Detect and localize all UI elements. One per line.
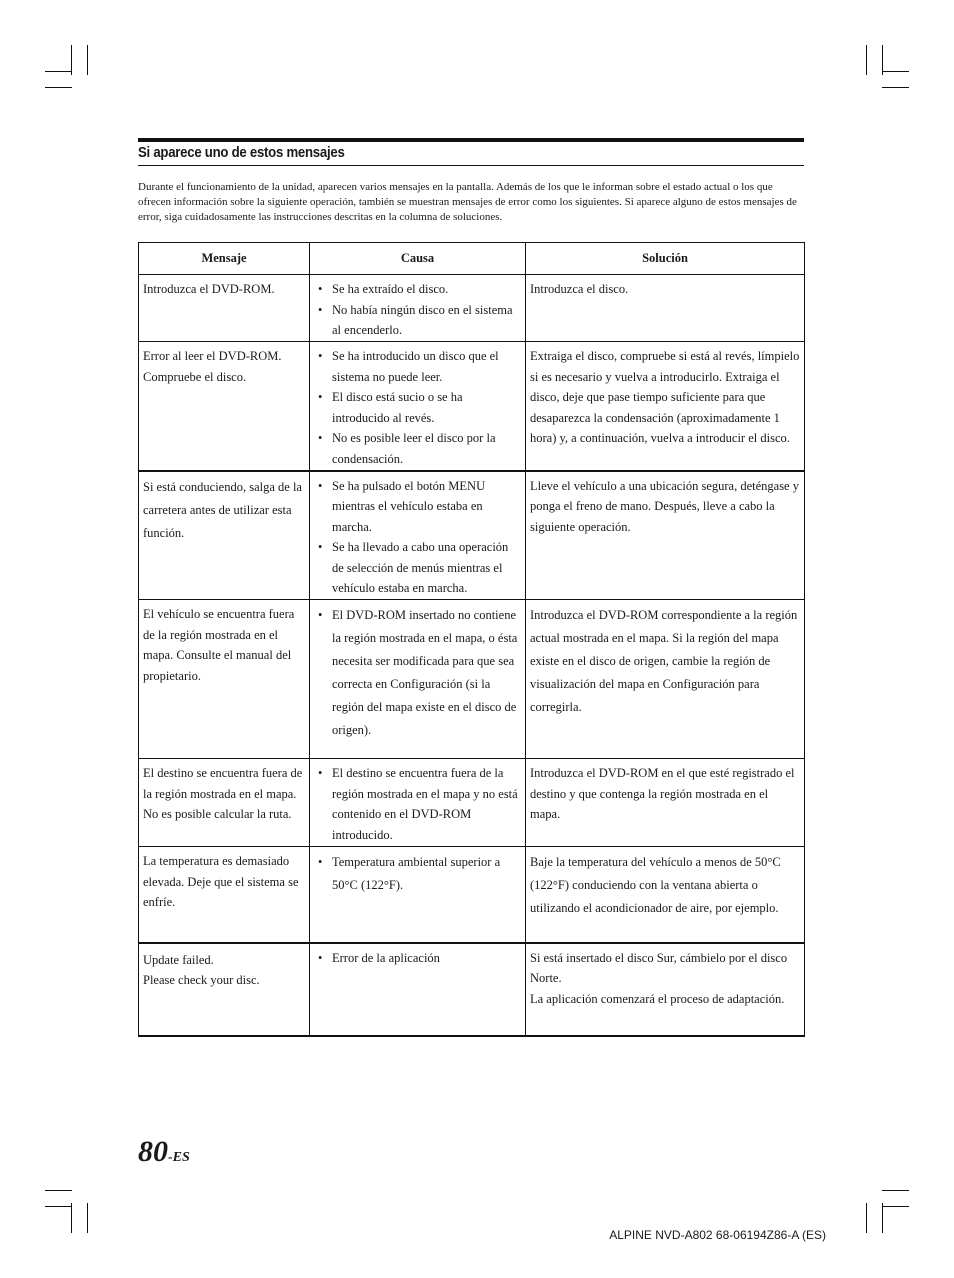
solution-text: Introduzca el disco. — [530, 282, 629, 296]
heading-rule — [138, 138, 804, 142]
crop-mark — [866, 45, 867, 75]
table-row — [139, 759, 805, 847]
crop-mark — [882, 1206, 909, 1207]
message-text: La temperatura es demasiado elevada. Deje que el sistema se enfríe. — [143, 854, 299, 909]
crop-mark — [71, 1203, 72, 1233]
solution-cell — [526, 847, 805, 943]
crop-mark — [882, 1190, 909, 1191]
cause-list — [314, 763, 521, 845]
cause-list — [314, 476, 521, 599]
column-header-cause: Causa — [310, 243, 526, 275]
message-cell — [139, 847, 310, 943]
cause-cell — [310, 943, 526, 1036]
table-row — [139, 275, 805, 342]
page-number — [138, 1132, 190, 1178]
cause-item: • Error de la aplicación — [314, 948, 521, 969]
error-message-table — [138, 242, 805, 1037]
crop-mark — [882, 87, 909, 88]
cause-item: • Se ha introducido un disco que el sistema no puede leer. — [314, 346, 521, 387]
cause-item: • Se ha llevado a cabo una operación de selección de menús mientras el vehículo estaba en marcha. — [314, 537, 521, 599]
cause-cell — [310, 275, 526, 342]
solution-text: La aplicación comenzará el proceso de adaptación. — [530, 991, 785, 1006]
cause-item: • El destino se encuentra fuera de la región mostrada en el mapa y no está contenido en el DVD-ROM introducido. — [314, 763, 521, 845]
cause-item: • No había ningún disco en el sistema al encenderlo. — [314, 300, 521, 341]
table-row — [139, 943, 805, 1036]
column-header-message: Mensaje — [139, 243, 310, 275]
crop-mark — [87, 45, 88, 75]
solution-cell — [526, 600, 805, 759]
crop-mark — [87, 1203, 88, 1233]
cause-cell — [310, 759, 526, 847]
cause-item: • Se ha extraído el disco. — [314, 279, 521, 300]
message-text: Please check your disc. — [143, 973, 260, 987]
message-cell — [139, 943, 310, 1036]
cause-list — [314, 279, 521, 341]
cause-cell — [310, 471, 526, 600]
solution-text: Introduzca el DVD-ROM correspondiente a la región actual mostrada en el mapa. Si la región del mapa existe en el disco de origen, cambie la región de visualización del mapa en Configuración para corregirla. — [530, 608, 798, 714]
message-text: Error al leer el DVD-ROM. Compruebe el disco. — [143, 349, 282, 384]
solution-cell — [526, 275, 805, 342]
section-title-text: Si aparece uno de estos mensajes — [138, 144, 345, 161]
footer-model-code: ALPINE NVD-A802 68-06194Z86-A (ES) — [609, 1228, 826, 1242]
message-text: Si está conduciendo, salga de la carretera antes de utilizar esta función. — [143, 479, 302, 540]
crop-mark — [882, 1203, 883, 1233]
cause-item: • El DVD-ROM insertado no contiene la región mostrada en el mapa, o ésta necesita ser modificada para que sea correcta en Configuración (si la región del mapa existe en el disco de origen). — [314, 604, 521, 742]
solution-text: Si está insertado el disco Sur, cámbielo por el disco Norte. — [530, 950, 788, 985]
cause-item: • No es posible leer el disco por la condensación. — [314, 428, 521, 469]
crop-mark — [882, 71, 909, 72]
table-row — [139, 600, 805, 759]
table-row — [139, 471, 805, 600]
cause-cell — [310, 342, 526, 471]
solution-cell — [526, 342, 805, 471]
cause-item: • El disco está sucio o se ha introducido al revés. — [314, 387, 521, 428]
message-cell — [139, 275, 310, 342]
crop-mark — [45, 71, 72, 72]
table-header-row — [139, 243, 805, 275]
cause-list — [314, 604, 521, 742]
message-cell — [139, 342, 310, 471]
solution-text: Introduzca el DVD-ROM en el que esté registrado el destino y que contenga la región mostrada en el mapa. — [530, 766, 795, 821]
crop-mark — [866, 1203, 867, 1233]
solution-text: Lleve el vehículo a una ubicación segura, deténgase y ponga el freno de mano. Después, lleve a cabo la siguiente operación. — [530, 478, 799, 534]
message-text: El destino se encuentra fuera de la región mostrada en el mapa. No es posible calcular la ruta. — [143, 766, 303, 821]
crop-mark — [45, 1190, 72, 1191]
message-cell — [139, 600, 310, 759]
column-header-solution: Solución — [526, 243, 805, 275]
page-number-suffix: -ES — [168, 1150, 190, 1165]
message-text: Introduzca el DVD-ROM. — [143, 282, 275, 296]
message-cell — [139, 759, 310, 847]
solution-text: Baje la temperatura del vehículo a menos de 50°C (122°F) conduciendo con la ventana abierta o utilizando el acondicionador de aire, por ejemplo. — [530, 855, 781, 915]
crop-mark — [45, 87, 72, 88]
table-row — [139, 847, 805, 943]
solution-text: Extraiga el disco, compruebe si está al revés, límpielo si es necesario y vuelva a introducirlo. Extraiga el disco, deje que pase tiempo suficiente para que desaparezca la condensación (aproximadamente 1 hora) y, a continuación, vuelva a introducir el disco. — [530, 349, 800, 445]
message-text: El vehículo se encuentra fuera de la región mostrada en el mapa. Consulte el manual del propietario. — [143, 607, 295, 683]
solution-cell — [526, 759, 805, 847]
cause-list — [314, 851, 521, 897]
section-title — [138, 143, 804, 166]
cause-list — [314, 346, 521, 469]
cause-list — [314, 948, 521, 969]
solution-cell — [526, 471, 805, 600]
page-number-value: 80 — [138, 1135, 168, 1168]
cause-item: • Se ha pulsado el botón MENU mientras el vehículo estaba en marcha. — [314, 476, 521, 538]
solution-cell — [526, 943, 805, 1036]
message-cell — [139, 471, 310, 600]
cause-item: • Temperatura ambiental superior a 50°C (122°F). — [314, 851, 521, 897]
intro-paragraph: Durante el funcionamiento de la unidad, aparecen varios mensajes en la pantalla. Además de los que le informan sobre el estado actual o los que ofrecen información sobre la siguiente operación, también se muestran mensajes de error como los siguientes. Si aparece alguno de estos mensajes de error, siga cuidadosamente las instrucciones descritas en la columna de soluciones. — [138, 181, 797, 223]
cause-cell — [310, 847, 526, 943]
crop-mark — [45, 1206, 72, 1207]
table-row — [139, 342, 805, 471]
message-text: Update failed. — [143, 952, 214, 967]
cause-cell — [310, 600, 526, 759]
